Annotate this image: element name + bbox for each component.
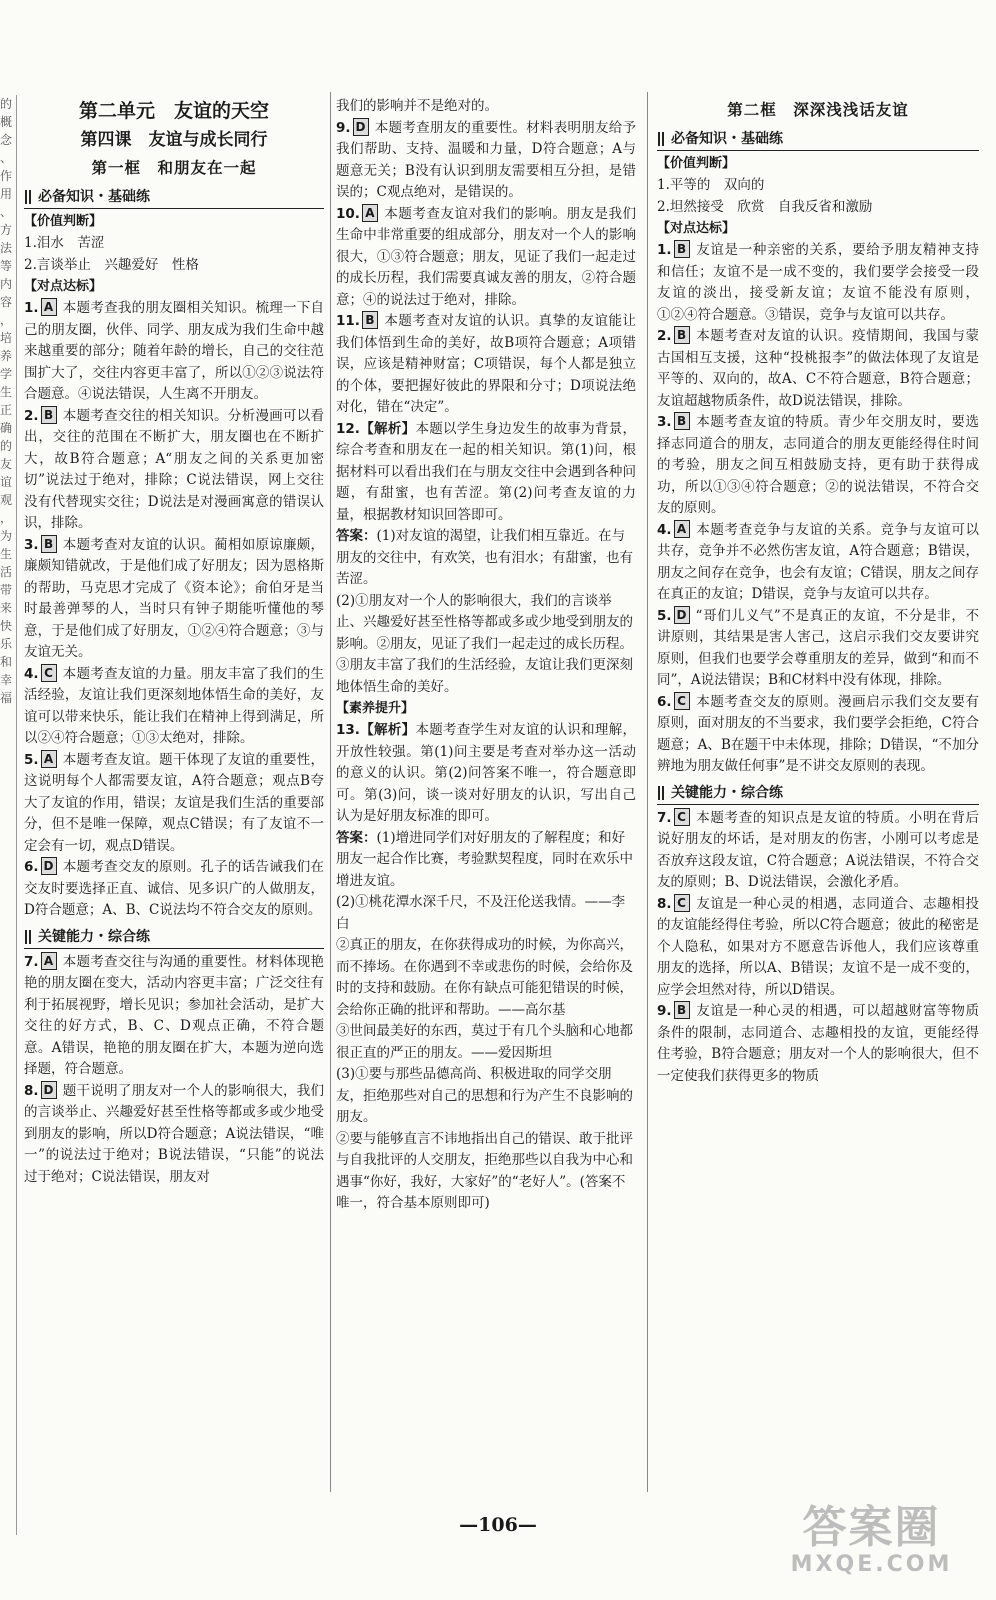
explanation-text: 本题考查学生对友谊的认识和理解，开放性较强。第(1)问主要是考查对举办这一活动的意义的认识。第(2)问答案不唯一，符合题意即可。第(3)问，谈一谈对好朋友的认识，写出自己认为是好朋友标准的即可。 [336, 722, 636, 824]
answer-line [336, 828, 636, 893]
question-number: 9. [336, 119, 351, 136]
answer-choice: B [674, 412, 690, 430]
subsection-label: 【价值判断】 [24, 214, 103, 229]
answer-text: (1)对友谊的渴望，让我们相互靠近。在与朋友的交往中，有欢笑，也有泪水；有甜蜜，也有苦涩。 [336, 528, 633, 587]
answer-choice: B [674, 240, 690, 258]
question-item [657, 606, 979, 692]
page-number: —106— [459, 1514, 537, 1536]
question-item [657, 412, 979, 520]
answer-column-1 [24, 96, 324, 1496]
answer-text: (1)增进同学们对好朋友的了解程度；和好朋友一起合作比赛，考验默契程度，同时在欢乐中增进友谊。 [336, 829, 633, 889]
explanation-text: 本题考查朋友的重要性。材料表明朋友给予我们帮助、支持、温暖和力量，D符合题意；A与题意无关；B没有认识到朋友需要相互分担，是错误的；C观点绝对，是错误的。 [336, 119, 636, 200]
answer-choice: B [41, 535, 57, 553]
question-number: 13. [336, 722, 360, 738]
answer-text: ②真正的朋友，在你获得成功的时候，为你高兴，而不捧场。在你遇到不幸或悲伤的时候，会给你及时的支持和鼓励。在你有缺点可能犯错误的时候，会给你正确的批评和帮助。——高尔基 [336, 937, 633, 1018]
answer-text: ③世间最美好的东西，莫过于有几个头脑和心地都很正直的严正的朋友。——爱因斯坦 [336, 1023, 633, 1061]
answer-line [657, 175, 979, 197]
explanation-text: 本题考查交友的原则。孔子的话告诫我们在交友时要选择正直、诚信、见多识广的人做朋友，D符合题意；A、B、C说法均不符合交友的原则。 [24, 859, 324, 918]
explanation-text: 本题以学生身边发生的故事为背景，综合考查和朋友在一起的相关知识。第(1)问，根据材料可以看出我们在与朋友交往中会遇到各种问题，有甜蜜，也有苦涩。第(2)问考查友谊的力量，根据教材知识回答即可。 [336, 420, 636, 523]
section-band: 必备知识・基础练 [657, 128, 979, 151]
explanation-text: 友谊是一种亲密的关系，要给予朋友精神支持和信任；友谊不是一成不变的，我们要学会接受一段友谊的淡出，接受新友谊；友谊不能没有原则，①②④符合题意。③错误，竞争与友谊可以共存。 [657, 242, 979, 323]
question-item [24, 664, 324, 750]
question-item [336, 118, 636, 204]
answer-choice: A [41, 750, 57, 768]
answer-line [336, 1021, 636, 1064]
section-title: 第二框 深深浅浅话友谊 [727, 100, 909, 119]
answer-line [336, 591, 636, 699]
question-number: 6. [24, 859, 39, 875]
answer-line [336, 96, 636, 118]
unit-title: 第二单元 友谊的天空 [78, 100, 269, 122]
answer-choice: C [41, 664, 57, 682]
question-item [24, 952, 324, 1081]
subsection-label: 【对点达标】 [657, 221, 736, 236]
explanation-text: 本题考查交友的原则。漫画启示我们交友要有原则，面对朋友的不当要求，我们要学会拒绝，C符合题意；A、B在题干中未体现，排除；D错误，“不加分辨地为朋友做任何事”是不讲交友原则的表现。 [657, 693, 979, 774]
answer-choice: C [674, 808, 690, 826]
question-item [24, 750, 324, 858]
answer-line [657, 197, 979, 219]
answer-line [336, 526, 636, 591]
explanation-text: 本题考查友谊的特质。青少年交朋友时，要选择志同道合的朋友，志同道合的朋友更能经得住时间的考验，朋友之间互相鼓励支持，更有助于获得成功，所以①③④符合题意；②的说法错误，不符合交友的原则。 [657, 414, 979, 516]
explanation-text: 本题考查对友谊的认识。真挚的友谊能让我们体悟到生命的美好，故B项符合题意；A项错误，应该是精神财富；C项错误，每个人都是独立的个体，要把握好彼此的界限和分寸；D项说法绝对化，错在“决定”。 [336, 313, 636, 415]
question-item [336, 204, 636, 312]
answer-line [336, 1064, 636, 1129]
question-item [657, 326, 979, 412]
answer-lead: 答案： [336, 829, 377, 846]
answer-text: (2)①桃花潭水深千尺，不及汪伦送我情。——李白 [336, 894, 626, 932]
question-number: 7. [24, 953, 39, 970]
answer-choice: C [674, 894, 690, 912]
question-number: 3. [24, 536, 39, 553]
answer-line [24, 255, 324, 277]
answer-text: ②要与能够直言不讳地指出自己的错误、敢于批评与自我批评的人交朋友，拒绝那些以自我为中心和遇事“你好，我好，大家好”的“老好人”。(答案不唯一，符合基本原则即可) [336, 1130, 633, 1211]
answer-line [336, 892, 636, 935]
answer-text: 我们的影响并不是绝对的。 [336, 98, 498, 114]
section-band: 关键能力・综合练 [657, 782, 979, 805]
answer-choice: D [41, 857, 57, 875]
question-number: 11. [336, 313, 360, 329]
question-number: 4. [24, 665, 39, 682]
explanation-text: 友谊是一种心灵的相遇，可以超越财富等物质条件的限制，志同道合、志趣相投的友谊，更能经得住考验，B符合题意；朋友对一个人的影响很大，但不一定使我们获得更多的物质 [657, 1003, 979, 1084]
spine-text: 的 概 念 、 作 用 、 方 法 等 内 容 ， 培 养 学 生 正 确 的 友 谊 观 ， 为 生 活 带 来 快 乐 和 幸 福 [0, 95, 17, 1535]
question-item [657, 808, 979, 894]
explanation-text: 本题考查对友谊的认识。疫情期间，我国与蒙古国相互支援，这种“投桃报李”的做法体现了友谊是平等的、双向的，故A、C不符合题意，B符合题意；友谊超越物质条件，故D说法错误，排除。 [657, 328, 979, 409]
answer-column-2 [336, 96, 636, 1496]
subsection-label: 【价值判断】 [657, 156, 736, 171]
question-number: 5. [24, 751, 39, 768]
explanation-text: 本题考查我的朋友圈相关知识。梳理一下自己的朋友圈，伙伴、同学、朋友成为我们生命中越来越重要的部分；随着年龄的增长，自己的交往范围扩大了，交往内容更丰富了，所以①②③说法符合题意。④说法错误，人生离不开朋友。 [24, 300, 324, 402]
answer-line [24, 233, 324, 255]
answer-choice: B [41, 406, 57, 424]
question-number: 6. [657, 693, 672, 710]
question-number: 9. [657, 1003, 672, 1019]
question-number: 8. [657, 895, 672, 912]
question-item [24, 406, 324, 535]
watermark-url: MXQE.COM [790, 1552, 953, 1577]
question-item [657, 1001, 979, 1087]
question-number: 2. [24, 407, 39, 424]
section-title: 第一框 和朋友在一起 [91, 158, 257, 177]
column-divider [647, 92, 648, 1492]
question-item [657, 520, 979, 606]
question-number: 7. [657, 809, 672, 826]
answer-line [336, 1129, 636, 1215]
answer-line [336, 935, 636, 1021]
analysis-label: 【解析】 [359, 420, 416, 437]
subsection-label: 【素养提升】 [336, 701, 415, 716]
explanation-text: 本题考查交往与沟通的重要性。材料体现艳艳的朋友圈在变大，活动内容更丰富；广泛交往有利于拓展视野，增长见识；参加社会活动，是扩大交往的好方式，B、C、D观点正确，不符合题意。A错误，艳艳的朋友圈在扩大，本题为逆向选择题，符合题意。 [24, 953, 324, 1077]
question-number: 1. [657, 242, 672, 258]
answer-choice: B [362, 311, 378, 329]
watermark-title: 答案圈 [802, 1502, 941, 1553]
section-band: 必备知识・基础练 [24, 186, 324, 209]
question-number: 2. [657, 328, 672, 344]
section-band: 关键能力・综合练 [24, 926, 324, 949]
answer-choice: A [41, 952, 57, 970]
answer-text: 1.泪水 苦涩 [24, 235, 105, 251]
answer-text: (2)①朋友对一个人的影响很大，我们的言谈举止、兴趣爱好甚至性格等都或多或少地受到朋友的影响。②朋友，见证了我们一起走过的成长历程。③朋友丰富了我们的生活经验，友谊让我们更深刻地体悟生命的美好。 [336, 592, 633, 695]
answer-choice: D [41, 1081, 57, 1099]
answer-text: 1.平等的 双向的 [657, 177, 765, 193]
answer-choice: A [362, 204, 378, 222]
answer-choice: B [674, 326, 690, 344]
question-item [24, 857, 324, 922]
explanation-text: “哥们儿义气”不是真正的友谊，不分是非，不讲原则，其结果是害人害己，这启示我们交友要讲究原则，但我们也要学会尊重朋友的差异，做到“和而不同”，A说法错误；B和C材料中没有体现，排除。 [657, 607, 979, 688]
question-item [24, 535, 324, 664]
question-number: 12. [336, 420, 360, 437]
answer-column-3 [657, 96, 979, 1496]
question-number: 5. [657, 607, 672, 624]
explanation-text: 题干说明了朋友对一个人的影响很大，我们的言谈举止、兴趣爱好甚至性格等都或多或少地受到朋友的影响，所以D符合题意；A说法错误，“唯一”的说法过于绝对；B说法错误，“只能”的说法过于绝对；C说法错误，朋友对 [24, 1082, 324, 1185]
question-number: 4. [657, 521, 672, 538]
question-item [657, 692, 979, 778]
question-item [657, 894, 979, 1002]
answer-choice: B [674, 1001, 690, 1019]
question-item [336, 419, 636, 527]
question-item [24, 298, 324, 406]
answer-lead: 答案： [336, 528, 377, 544]
answer-text: 2.坦然接受 欣赏 自我反省和激励 [657, 198, 873, 215]
column-divider [330, 92, 331, 1492]
answer-choice: A [41, 298, 57, 316]
explanation-text: 本题考查竞争与友谊的关系。竞争与友谊可以共存，竞争并不必然伤害友谊，A符合题意；B错误，朋友之间存在竞争，也会有友谊；C错误，朋友之间存在真正的友谊；D错误，竞争与友谊可以共存。 [657, 521, 979, 602]
answer-choice: D [353, 118, 369, 136]
analysis-label: 【解析】 [359, 722, 416, 738]
question-number: 1. [24, 300, 39, 316]
lesson-title: 第四课 友谊与成长同行 [80, 130, 268, 150]
explanation-text: 本题考查友谊对我们的影响。朋友是我们生命中非常重要的组成部分，朋友对一个人的影响很大，①③符合题意；朋友，见证了我们一起走过的成长历程，我们需要真诚友善的朋友，②符合题意；④的说法过于绝对，排除。 [336, 205, 636, 308]
question-item [657, 240, 979, 326]
explanation-text: 本题考查的知识点是友谊的特质。小明在背后说好朋友的坏话，是对朋友的伤害，小刚可以考虑是否放弃这段友谊，C符合题意；A说法错误，不符合交友的原则；B、D说法错误，会激化矛盾。 [657, 809, 979, 890]
explanation-text: 本题考查交往的相关知识。分析漫画可以看出，交往的范围在不断扩大，朋友圈也在不断扩大，故B符合题意；A“朋友之间的关系更加密切”说法过于绝对，排除；C说法错误，网上交往没有代替现实交往；D说法是对漫画寓意的错误认识，排除。 [24, 407, 324, 531]
subsection-label: 【对点达标】 [24, 279, 103, 294]
answer-choice: D [674, 606, 690, 624]
explanation-text: 友谊是一种心灵的相遇，志同道合、志趣相投的友谊能经得住考验，所以C符合题意；彼此的秘密是个人隐私，如果对方不愿意告诉他人，我们应该尊重朋友的选择，所以A、B错误；友谊不是一成不变的，应学会坦然对待，所以D错误。 [657, 895, 979, 998]
explanation-text: 本题考查友谊的力量。朋友丰富了我们的生活经验，友谊让我们更深刻地体悟生命的美好，友谊可以带来快乐，能让我们在精神上得到满足，所以②④符合题意；①③太绝对，排除。 [24, 665, 324, 746]
answer-choice: C [674, 692, 690, 710]
answer-choice: A [674, 520, 690, 538]
question-item [24, 1081, 324, 1189]
explanation-text: 本题考查对友谊的认识。蔺相如原谅廉颇，廉颇知错就改，于是他们成了好朋友；因为恩格斯的帮助，马克思才完成了《资本论》；俞伯牙是当时最善弹琴的人，当时只有钟子期能听懂他的琴意，于是他们成了好朋友，①②④符合题意；③与友谊无关。 [24, 536, 324, 660]
question-number: 10. [336, 205, 360, 222]
answer-text: 2.言谈举止 兴趣爱好 性格 [24, 256, 199, 273]
explanation-text: 本题考查友谊。题干体现了友谊的重要性，这说明每个人都需要友谊，A符合题意；观点B夸大了友谊的作用，错误；友谊是我们生活的重要部分，但不是唯一保障，观点C错误；有了友谊不一定会有一切，观点D错误。 [24, 751, 324, 854]
watermark-logo [769, 1504, 974, 1582]
question-item [336, 720, 636, 828]
question-item [336, 311, 636, 419]
question-number: 3. [657, 414, 672, 430]
question-number: 8. [24, 1082, 39, 1099]
answer-text: (3)①要与那些品德高尚、积极进取的同学交朋友，拒绝那些对自己的思想和行为产生不良影响的朋友。 [336, 1066, 633, 1125]
